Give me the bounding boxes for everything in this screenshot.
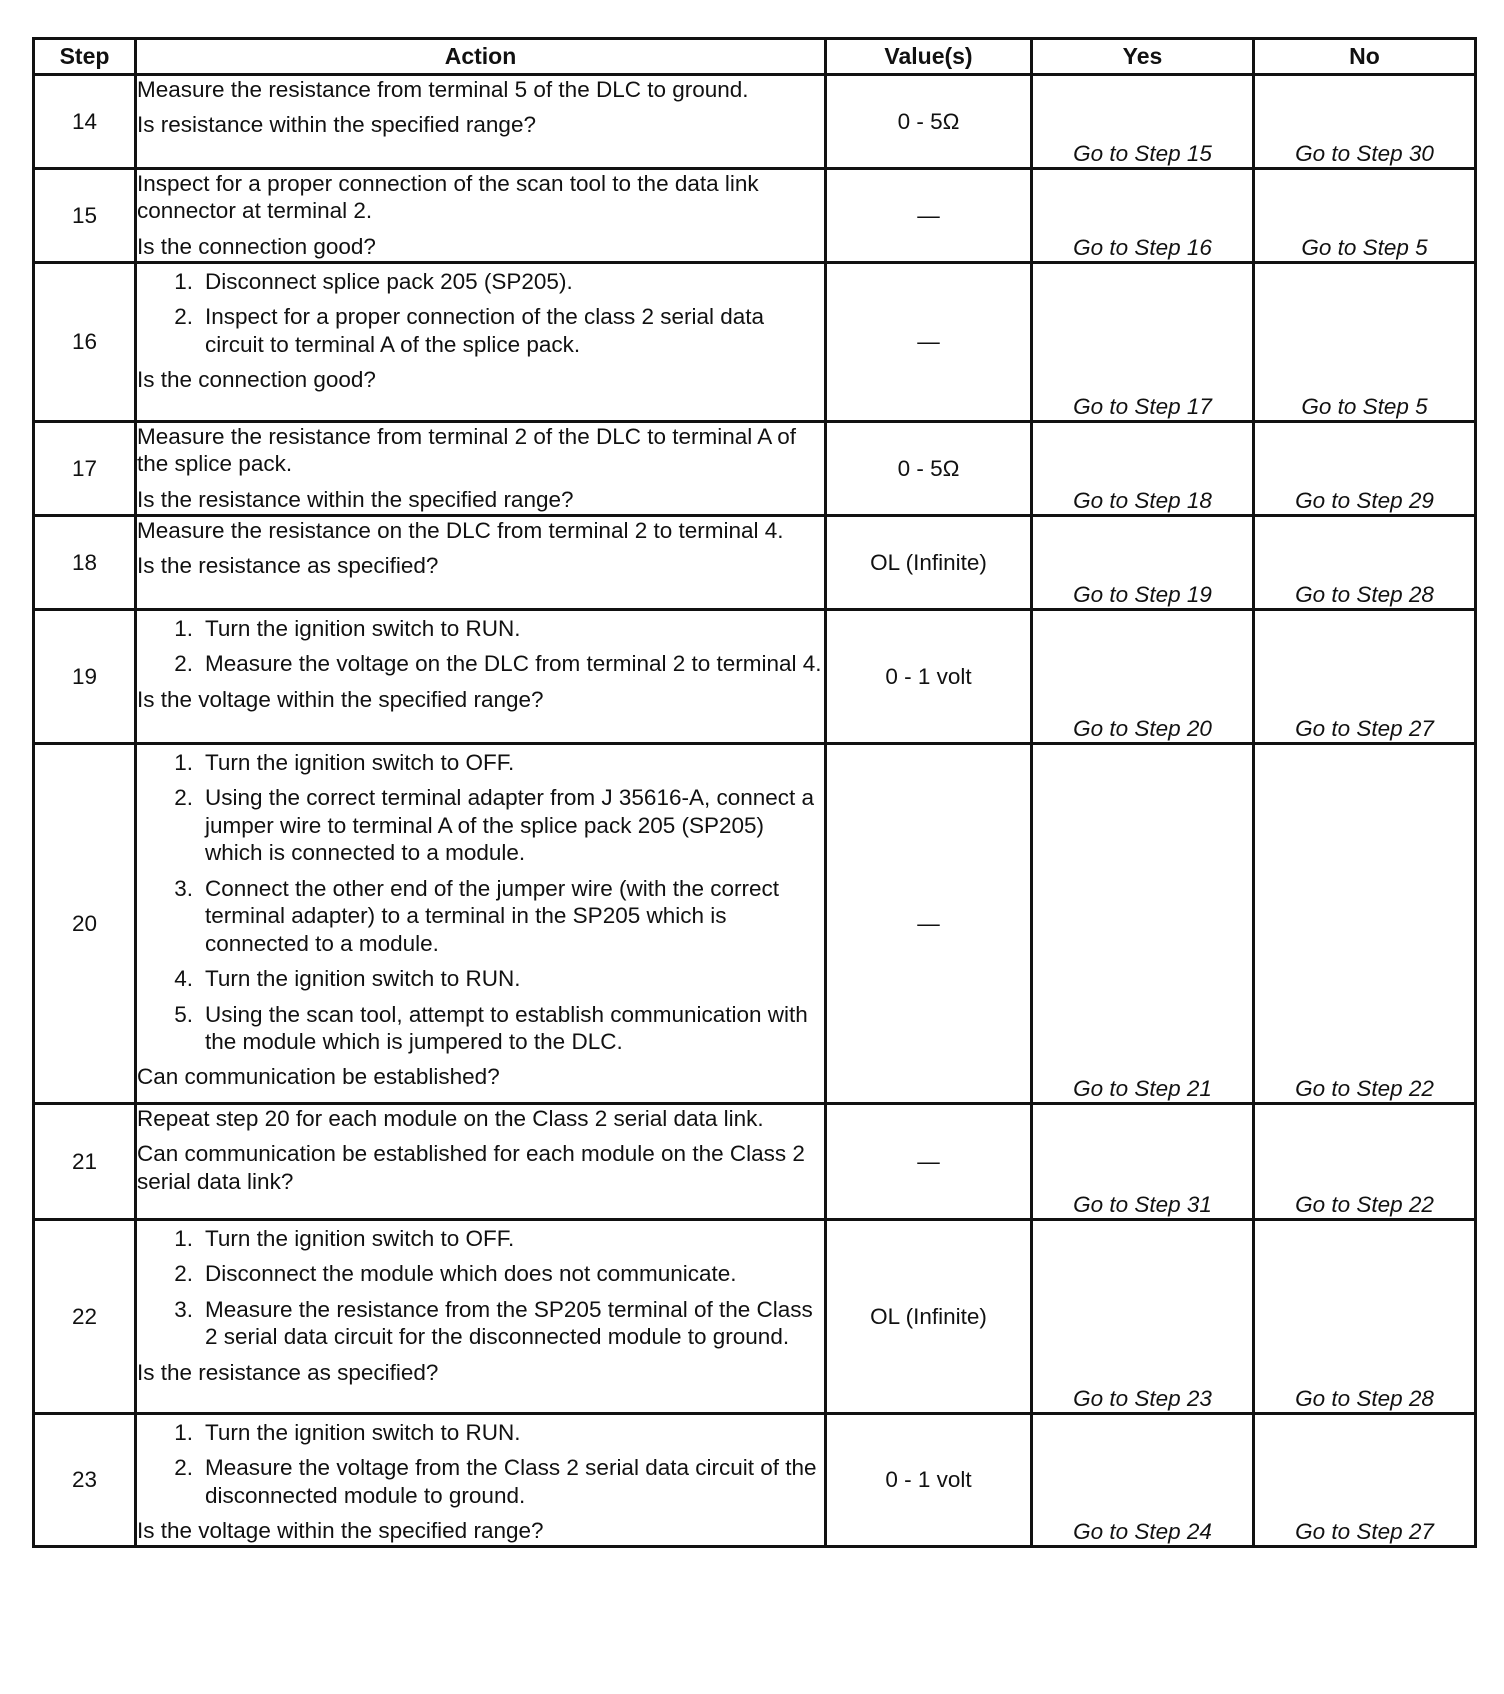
action-substeps xyxy=(137,615,824,678)
list-item xyxy=(137,1260,824,1287)
table-body xyxy=(34,75,1476,1547)
value-cell: — xyxy=(826,1104,1032,1220)
substep-number: 1. xyxy=(174,1226,193,1251)
value-cell: — xyxy=(826,744,1032,1104)
table-row xyxy=(34,263,1476,422)
step-number: 21 xyxy=(34,1104,136,1220)
no-goto: Go to Step 27 xyxy=(1254,610,1476,744)
no-goto: Go to Step 30 xyxy=(1254,75,1476,169)
value-cell: OL (Infinite) xyxy=(826,516,1032,610)
table-row xyxy=(34,516,1476,610)
list-item xyxy=(137,268,824,295)
yes-goto: Go to Step 18 xyxy=(1032,422,1254,516)
table-row xyxy=(34,744,1476,1104)
action-substeps xyxy=(137,749,824,1055)
value-cell: OL (Infinite) xyxy=(826,1220,1032,1414)
value-cell: 0 - 1 volt xyxy=(826,610,1032,744)
header-value: Value(s) xyxy=(826,39,1032,75)
substep-text: Turn the ignition switch to OFF. xyxy=(205,750,515,775)
no-goto: Go to Step 22 xyxy=(1254,1104,1476,1220)
action-cell xyxy=(136,169,826,263)
step-number: 18 xyxy=(34,516,136,610)
action-instruction: Measure the resistance from terminal 2 of the DLC to terminal A of the splice pack. xyxy=(137,424,797,477)
table-row xyxy=(34,75,1476,169)
no-goto: Go to Step 28 xyxy=(1254,516,1476,610)
yes-goto: Go to Step 24 xyxy=(1032,1414,1254,1547)
action-question: Is the resistance as specified? xyxy=(137,1359,439,1385)
yes-goto: Go to Step 23 xyxy=(1032,1220,1254,1414)
action-substeps xyxy=(137,1225,824,1351)
value-cell: — xyxy=(826,169,1032,263)
substep-text: Turn the ignition switch to RUN. xyxy=(205,616,521,641)
substep-number: 1. xyxy=(174,1420,193,1445)
list-item xyxy=(137,1225,824,1252)
substep-text: Measure the voltage from the Class 2 serial data circuit of the disconnected module to ground. xyxy=(205,1455,817,1508)
action-cell xyxy=(136,422,826,516)
action-cell xyxy=(136,75,826,169)
action-substeps xyxy=(137,268,824,358)
table-row xyxy=(34,1414,1476,1547)
header-yes: Yes xyxy=(1032,39,1254,75)
action-question: Is the voltage within the specified range? xyxy=(137,686,544,712)
list-item xyxy=(137,749,824,776)
value-cell: 0 - 5Ω xyxy=(826,75,1032,169)
yes-goto: Go to Step 16 xyxy=(1032,169,1254,263)
table-row xyxy=(34,1104,1476,1220)
substep-number: 2. xyxy=(174,651,193,677)
action-instruction: Repeat step 20 for each module on the Class 2 serial data link. xyxy=(137,1106,764,1131)
action-question: Is the connection good? xyxy=(137,233,376,259)
step-number: 20 xyxy=(34,744,136,1104)
substep-text: Disconnect the module which does not communicate. xyxy=(205,1261,737,1287)
header-action: Action xyxy=(136,39,826,75)
substep-text: Measure the resistance from the SP205 terminal of the Class 2 serial data circuit for the disconnected module to ground. xyxy=(205,1296,813,1350)
table-row xyxy=(34,169,1476,263)
action-cell xyxy=(136,263,826,422)
value-cell: 0 - 5Ω xyxy=(826,422,1032,516)
no-goto: Go to Step 27 xyxy=(1254,1414,1476,1547)
no-goto: Go to Step 5 xyxy=(1254,263,1476,422)
step-number: 22 xyxy=(34,1220,136,1414)
action-cell xyxy=(136,1414,826,1547)
substep-text: Connect the other end of the jumper wire (with the correct terminal adapter) to a terminal in the SP205 which is connected to a module. xyxy=(205,875,780,956)
action-cell xyxy=(136,744,826,1104)
list-item xyxy=(137,1296,824,1351)
action-question: Is the voltage within the specified range? xyxy=(137,1518,544,1544)
yes-goto: Go to Step 17 xyxy=(1032,263,1254,422)
action-instruction: Measure the resistance from terminal 5 of the DLC to ground. xyxy=(137,77,749,102)
substep-number: 5. xyxy=(174,1001,193,1027)
header-row xyxy=(34,39,1476,75)
substep-text: Inspect for a proper connection of the class 2 serial data circuit to terminal A of the splice pack. xyxy=(205,304,765,357)
list-item xyxy=(137,303,824,358)
action-question: Is the resistance within the specified range? xyxy=(137,486,574,512)
step-number: 15 xyxy=(34,169,136,263)
yes-goto: Go to Step 19 xyxy=(1032,516,1254,610)
substep-number: 1. xyxy=(174,750,193,775)
substep-text: Measure the voltage on the DLC from terminal 2 to terminal 4. xyxy=(205,651,822,677)
substep-number: 1. xyxy=(174,616,193,641)
substep-text: Turn the ignition switch to RUN. xyxy=(205,966,521,992)
no-goto: Go to Step 29 xyxy=(1254,422,1476,516)
list-item xyxy=(137,1001,824,1056)
step-number: 17 xyxy=(34,422,136,516)
action-cell xyxy=(136,516,826,610)
yes-goto: Go to Step 31 xyxy=(1032,1104,1254,1220)
action-question: Is the connection good? xyxy=(137,367,376,393)
substep-number: 4. xyxy=(174,966,193,992)
action-cell xyxy=(136,1104,826,1220)
action-instruction: Inspect for a proper connection of the scan tool to the data link connector at terminal 2. xyxy=(137,171,759,224)
substep-number: 2. xyxy=(174,1261,193,1287)
substep-number: 1. xyxy=(174,269,193,294)
substep-number: 2. xyxy=(174,304,193,330)
table-row xyxy=(34,1220,1476,1414)
step-number: 23 xyxy=(34,1414,136,1547)
substep-text: Disconnect splice pack 205 (SP205). xyxy=(205,269,573,294)
substep-number: 2. xyxy=(174,785,193,811)
action-instruction: Measure the resistance on the DLC from terminal 2 to terminal 4. xyxy=(137,518,784,543)
substep-text: Turn the ignition switch to RUN. xyxy=(205,1420,521,1445)
substep-number: 3. xyxy=(174,1296,193,1322)
list-item xyxy=(137,875,824,957)
list-item xyxy=(137,615,824,642)
substep-number: 2. xyxy=(174,1455,193,1481)
yes-goto: Go to Step 20 xyxy=(1032,610,1254,744)
substep-text: Using the correct terminal adapter from J 35616-A, connect a jumper wire to terminal A of the splice pack 205 (SP205) which is connected to a module. xyxy=(205,785,815,866)
action-question: Is the resistance as specified? xyxy=(137,553,439,579)
header-step: Step xyxy=(34,39,136,75)
list-item xyxy=(137,965,824,992)
no-goto: Go to Step 22 xyxy=(1254,744,1476,1104)
action-cell xyxy=(136,1220,826,1414)
action-question: Can communication be established for each module on the Class 2 serial data link? xyxy=(137,1141,805,1194)
no-goto: Go to Step 5 xyxy=(1254,169,1476,263)
table-row xyxy=(34,422,1476,516)
list-item xyxy=(137,1419,824,1446)
action-question: Can communication be established? xyxy=(137,1064,500,1090)
substep-text: Turn the ignition switch to OFF. xyxy=(205,1226,515,1251)
step-number: 19 xyxy=(34,610,136,744)
header-no: No xyxy=(1254,39,1476,75)
substep-number: 3. xyxy=(174,875,193,901)
list-item xyxy=(137,1454,824,1509)
substep-text: Using the scan tool, attempt to establish communication with the module which is jumpered to the DLC. xyxy=(205,1001,808,1054)
value-cell: — xyxy=(826,263,1032,422)
yes-goto: Go to Step 21 xyxy=(1032,744,1254,1104)
value-cell: 0 - 1 volt xyxy=(826,1414,1032,1547)
step-number: 14 xyxy=(34,75,136,169)
action-question: Is resistance within the specified range? xyxy=(137,112,536,138)
action-substeps xyxy=(137,1419,824,1509)
action-cell xyxy=(136,610,826,744)
no-goto: Go to Step 28 xyxy=(1254,1220,1476,1414)
diagnostic-table xyxy=(32,37,1477,1548)
step-number: 16 xyxy=(34,263,136,422)
table-row xyxy=(34,610,1476,744)
yes-goto: Go to Step 15 xyxy=(1032,75,1254,169)
list-item xyxy=(137,650,824,677)
list-item xyxy=(137,784,824,866)
